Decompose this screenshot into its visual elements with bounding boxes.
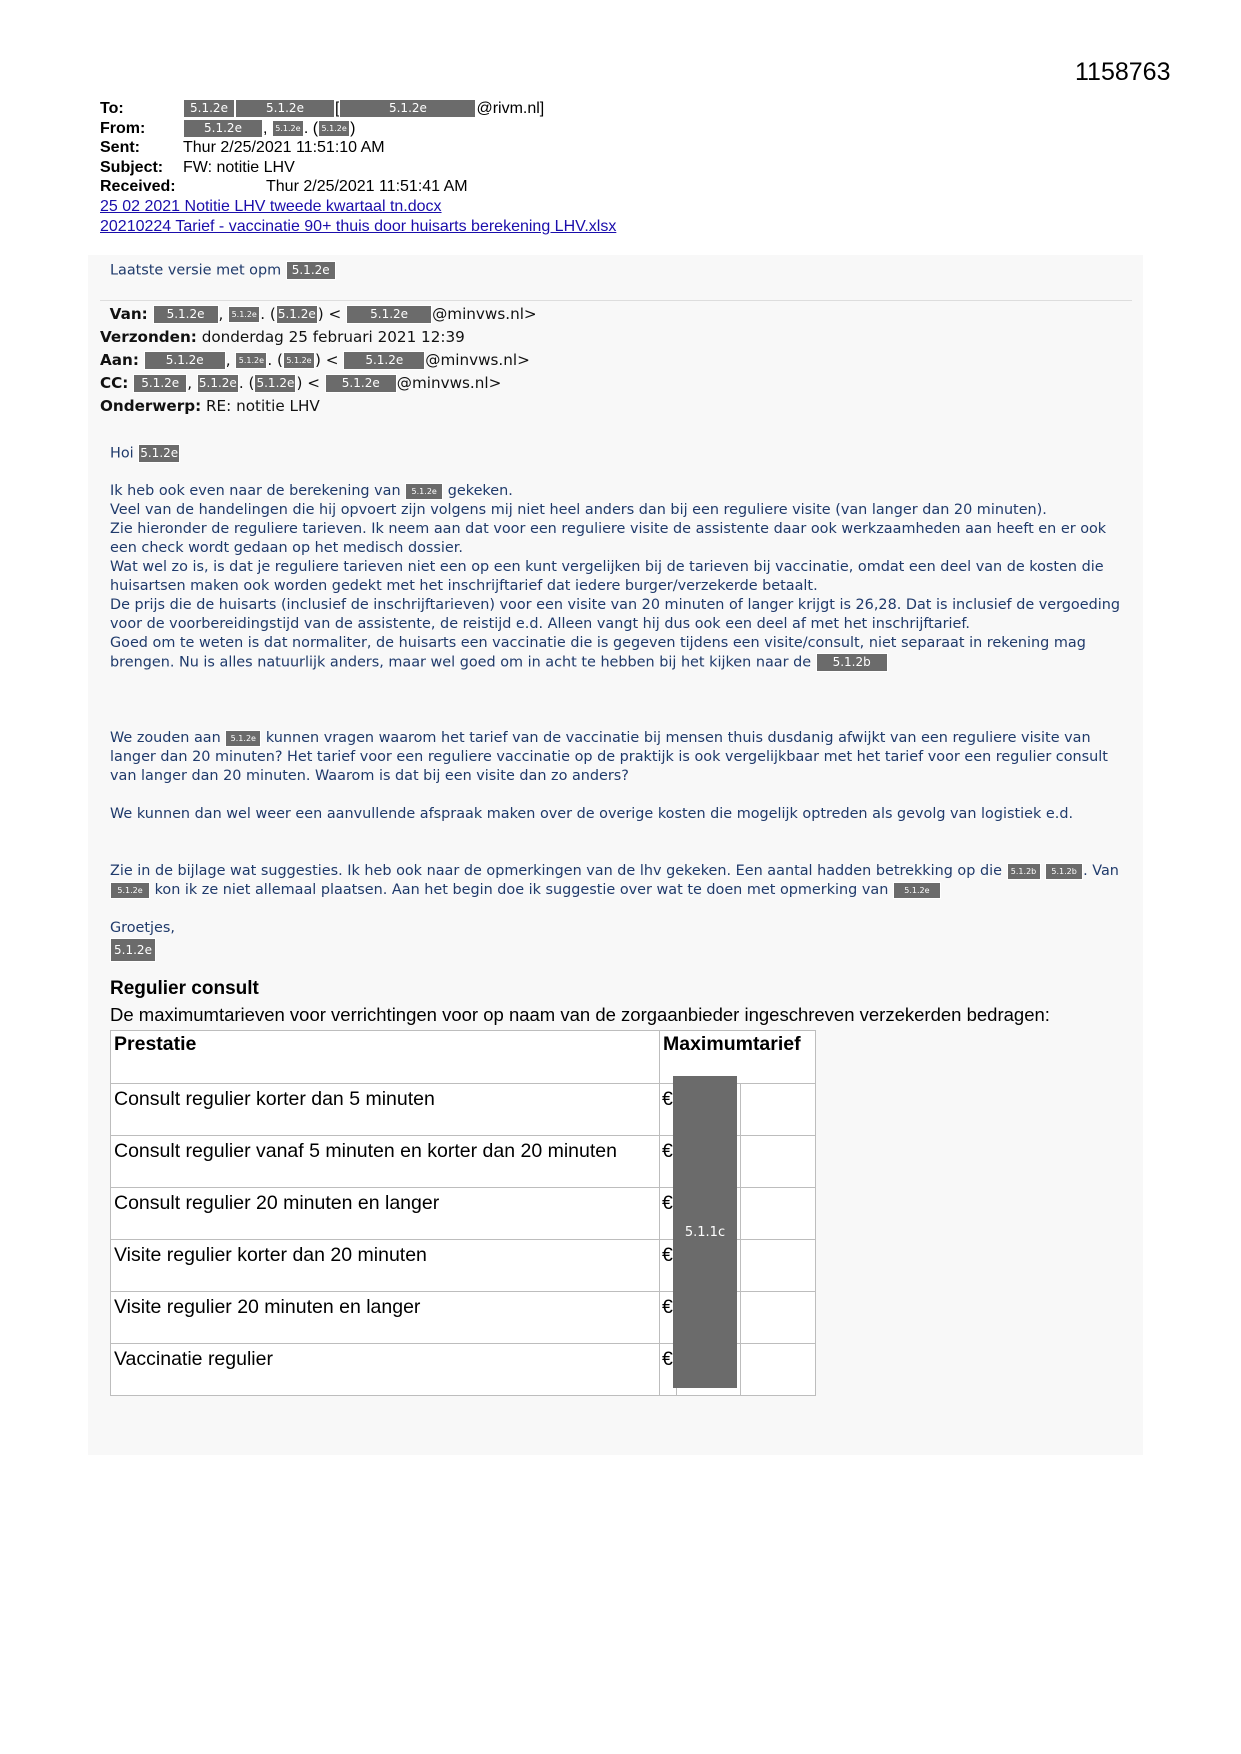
row-label: Consult regulier korter dan 5 minuten bbox=[111, 1084, 660, 1136]
onderwerp-row bbox=[100, 395, 537, 418]
onderwerp-value: RE: notitie LHV bbox=[205, 397, 320, 415]
col-prestatie: Prestatie bbox=[111, 1031, 660, 1084]
text: Wat wel zo is, is dat je reguliere tarieven niet een op een kunt vergelijken bij de tarieven bij vaccinatie, omdat een deel van de kosten die huisartsen maken ook worden gedekt met het inschrijftarief dat iedere burger/verzekerde betaalt. bbox=[110, 559, 1104, 594]
aan-domain: @minvws.nl> bbox=[425, 351, 530, 369]
redaction: 5.1.2e bbox=[343, 351, 425, 370]
currency: € bbox=[660, 1136, 677, 1188]
cc-label: CC: bbox=[100, 374, 129, 392]
text: Van bbox=[1092, 863, 1119, 879]
sent-label: Sent: bbox=[100, 139, 140, 157]
closing-text: Groetjes, bbox=[110, 920, 175, 936]
redaction: 5.1.2b bbox=[1007, 863, 1041, 880]
verzonden-value: donderdag 25 februari 2021 12:39 bbox=[201, 328, 465, 346]
van-domain: @minvws.nl> bbox=[432, 305, 537, 323]
redaction: 5.1.2e bbox=[225, 730, 261, 747]
row-label: Consult regulier vanaf 5 minuten en korter dan 20 minuten bbox=[111, 1136, 660, 1188]
text: Zie hieronder de reguliere tarieven. Ik neem aan dat voor een reguliere visite de assistente daar ook werkzaamheden aan heeft en er ook een check wordt gedaan op het medisch dossier. bbox=[110, 521, 1107, 556]
redaction: 5.1.2e bbox=[197, 374, 239, 393]
currency: € bbox=[660, 1084, 677, 1136]
redaction: 5.1.2e bbox=[893, 882, 941, 899]
redaction: 5.1.2e bbox=[318, 120, 350, 137]
redaction: 5.1.2e bbox=[339, 99, 476, 118]
row-label: Visite regulier 20 minuten en langer bbox=[111, 1292, 660, 1344]
redaction: 5.1.2e bbox=[254, 374, 296, 393]
received-value: Thur 2/25/2021 11:51:41 AM bbox=[266, 178, 468, 196]
text: Goed om te weten is dat normaliter, de huisarts een vaccinatie die is gegeven tijdens een visite/consult, niet separaat in rekening mag brengen. Nu is alles natuurlijk anders, maar wel goed om in acht te hebben bij het kijken naar de bbox=[110, 635, 1086, 671]
redaction: 5.1.2e bbox=[276, 305, 318, 324]
redaction: 5.1.2e bbox=[110, 882, 150, 899]
currency: € bbox=[660, 1188, 677, 1240]
tariff-title: Regulier consult bbox=[110, 978, 259, 999]
text: Ik heb ook even naar de berekening van bbox=[110, 483, 401, 499]
document-number: 1158763 bbox=[1075, 58, 1171, 86]
closing bbox=[110, 919, 1130, 962]
sent-row bbox=[100, 138, 616, 158]
subject-value: FW: notitie LHV bbox=[183, 158, 295, 176]
tariff-redaction: 5.1.1c bbox=[673, 1076, 737, 1388]
row-label: Vaccinatie regulier bbox=[111, 1344, 660, 1396]
text: We zouden aan bbox=[110, 730, 221, 746]
to-label: To: bbox=[100, 100, 124, 117]
forward-header bbox=[100, 303, 537, 418]
paragraph-2 bbox=[110, 729, 1130, 786]
to-domain: @rivm.nl] bbox=[476, 100, 545, 117]
text: Zie in de bijlage wat suggesties. Ik heb ook naar de opmerkingen van de lhv gekeken. Een aantal hadden betrekking op die bbox=[110, 863, 1002, 879]
row-label: Consult regulier 20 minuten en langer bbox=[111, 1188, 660, 1240]
redaction: 5.1.2e bbox=[183, 119, 263, 138]
sent-value: Thur 2/25/2021 11:51:10 AM bbox=[183, 139, 385, 157]
to-row: To: 5.1.2e 5.1.2e [ 5.1.2e @rivm.nl] bbox=[100, 100, 545, 117]
text: De prijs die de huisarts (inclusief de inschrijftarieven) voor een visite van 20 minuten of langer krijgt is 26,28. Dat is inclusief de vergoeding voor de voorbereidingstijd van de assistente, de reistijd e.d. Alleen vangt hij dus ook een deel af met het inschrijftarief. bbox=[110, 597, 1120, 632]
currency: € bbox=[660, 1292, 677, 1344]
received-label: Received: bbox=[100, 178, 176, 196]
redaction: 5.1.2e bbox=[405, 483, 443, 500]
subject-label: Subject: bbox=[100, 158, 164, 176]
onderwerp-label: Onderwerp: bbox=[100, 397, 202, 415]
paragraph-4: Zie in de bijlage wat suggesties. Ik heb ook naar de opmerkingen van de lhv gekeken. Een aantal hadden betrekking op die 5.1.2b 5.1.2b . Van 5.1.2e kon ik ze niet allemaal plaatsen. Aan het begin doe ik suggestie over wat te doen met opmerking van 5.1.2e bbox=[110, 863, 1119, 898]
redaction: 5.1.2e bbox=[144, 351, 226, 370]
attachment-link-xlsx[interactable]: 20210224 Tarief - vaccinatie 90+ thuis door huisarts berekening LHV.xlsx bbox=[100, 217, 617, 235]
redaction: 5.1.2e bbox=[153, 305, 219, 324]
paragraph-1 bbox=[110, 482, 1130, 673]
van-row: Van: 5.1.2e , 5.1.2e . ( 5.1.2e ) < 5.1.2e @minvws.nl> bbox=[109, 305, 537, 323]
attachment-link-docx[interactable]: 25 02 2021 Notitie LHV tweede kwartaal tn.docx bbox=[100, 197, 442, 215]
text: kon ik ze niet allemaal plaatsen. Aan het begin doe ik suggestie over wat te doen met opmerking van bbox=[154, 882, 889, 898]
redaction: 5.1.2e bbox=[283, 352, 315, 369]
redaction: 5.1.2e bbox=[286, 261, 336, 280]
tariff-subtitle: De maximumtarieven voor verrichtingen voor op naam van de zorgaanbieder ingeschreven verzekerden bedragen: bbox=[110, 1004, 1050, 1025]
aan-row: Aan: 5.1.2e , 5.1.2e . ( 5.1.2e ) < 5.1.2e @minvws.nl> bbox=[100, 351, 530, 369]
redaction: 5.1.2e bbox=[235, 99, 335, 118]
from-label: From: bbox=[100, 119, 146, 137]
redaction: 5.1.2b bbox=[1045, 863, 1083, 880]
from-row: From: 5.1.2e , 5.1.2e . ( 5.1.2e ) bbox=[100, 119, 356, 137]
currency: € bbox=[660, 1240, 677, 1292]
intro-text: Laatste versie met opm bbox=[110, 262, 282, 279]
redaction: 5.1.2e bbox=[183, 99, 235, 118]
van-label: Van: bbox=[109, 305, 148, 323]
greeting bbox=[110, 444, 1130, 464]
text: We kunnen dan wel weer een aanvullende afspraak maken over de overige kosten die mogelijk optreden als gevolg van logistiek e.d. bbox=[110, 806, 1074, 822]
cc-domain: @minvws.nl> bbox=[396, 374, 502, 392]
redaction: 5.1.2e bbox=[346, 305, 432, 324]
redaction: 5.1.2e bbox=[235, 352, 267, 369]
email-header bbox=[100, 99, 616, 237]
redaction: 5.1.2e bbox=[133, 374, 187, 393]
redaction: 5.1.2e bbox=[272, 120, 304, 137]
redaction: 5.1.2e bbox=[110, 938, 156, 962]
row-label: Visite regulier korter dan 20 minuten bbox=[111, 1240, 660, 1292]
text: kunnen vragen waarom het tarief van de vaccinatie bij mensen thuis dusdanig afwijkt van een reguliere visite van langer dan 20 minuten? Het tarief voor een reguliere vaccinatie op de praktijk is ook vergelijkbaar met het tarief voor een regulier consult van langer dan 20 minuten. Waarom is dat bij een visite dan zo anders? bbox=[110, 730, 1108, 784]
cc-row: CC: 5.1.2e , 5.1.2e . ( 5.1.2e ) < 5.1.2e @minvws.nl> bbox=[100, 374, 502, 392]
verzonden-label: Verzonden: bbox=[100, 328, 197, 346]
redaction: 5.1.2b bbox=[816, 653, 888, 672]
aan-label: Aan: bbox=[100, 351, 139, 369]
currency: € bbox=[660, 1344, 677, 1396]
greeting-text: Hoi bbox=[110, 445, 134, 462]
redaction: 5.1.2e bbox=[138, 444, 180, 463]
verzonden-row bbox=[100, 326, 537, 349]
paragraph-3 bbox=[110, 805, 1130, 824]
text: gekeken. bbox=[447, 483, 513, 499]
redaction: 5.1.2e bbox=[325, 374, 397, 393]
col-maximumtarief: Maximumtarief bbox=[660, 1031, 816, 1084]
divider bbox=[100, 300, 1132, 301]
redaction: 5.1.2e bbox=[228, 306, 260, 323]
subject-row bbox=[100, 158, 616, 178]
text: Veel van de handelingen die hij opvoert zijn volgens mij niet heel anders dan bij een reguliere visite (van langer dan 20 minuten). bbox=[110, 502, 1047, 518]
received-row bbox=[100, 177, 616, 197]
intro-line bbox=[110, 261, 336, 281]
